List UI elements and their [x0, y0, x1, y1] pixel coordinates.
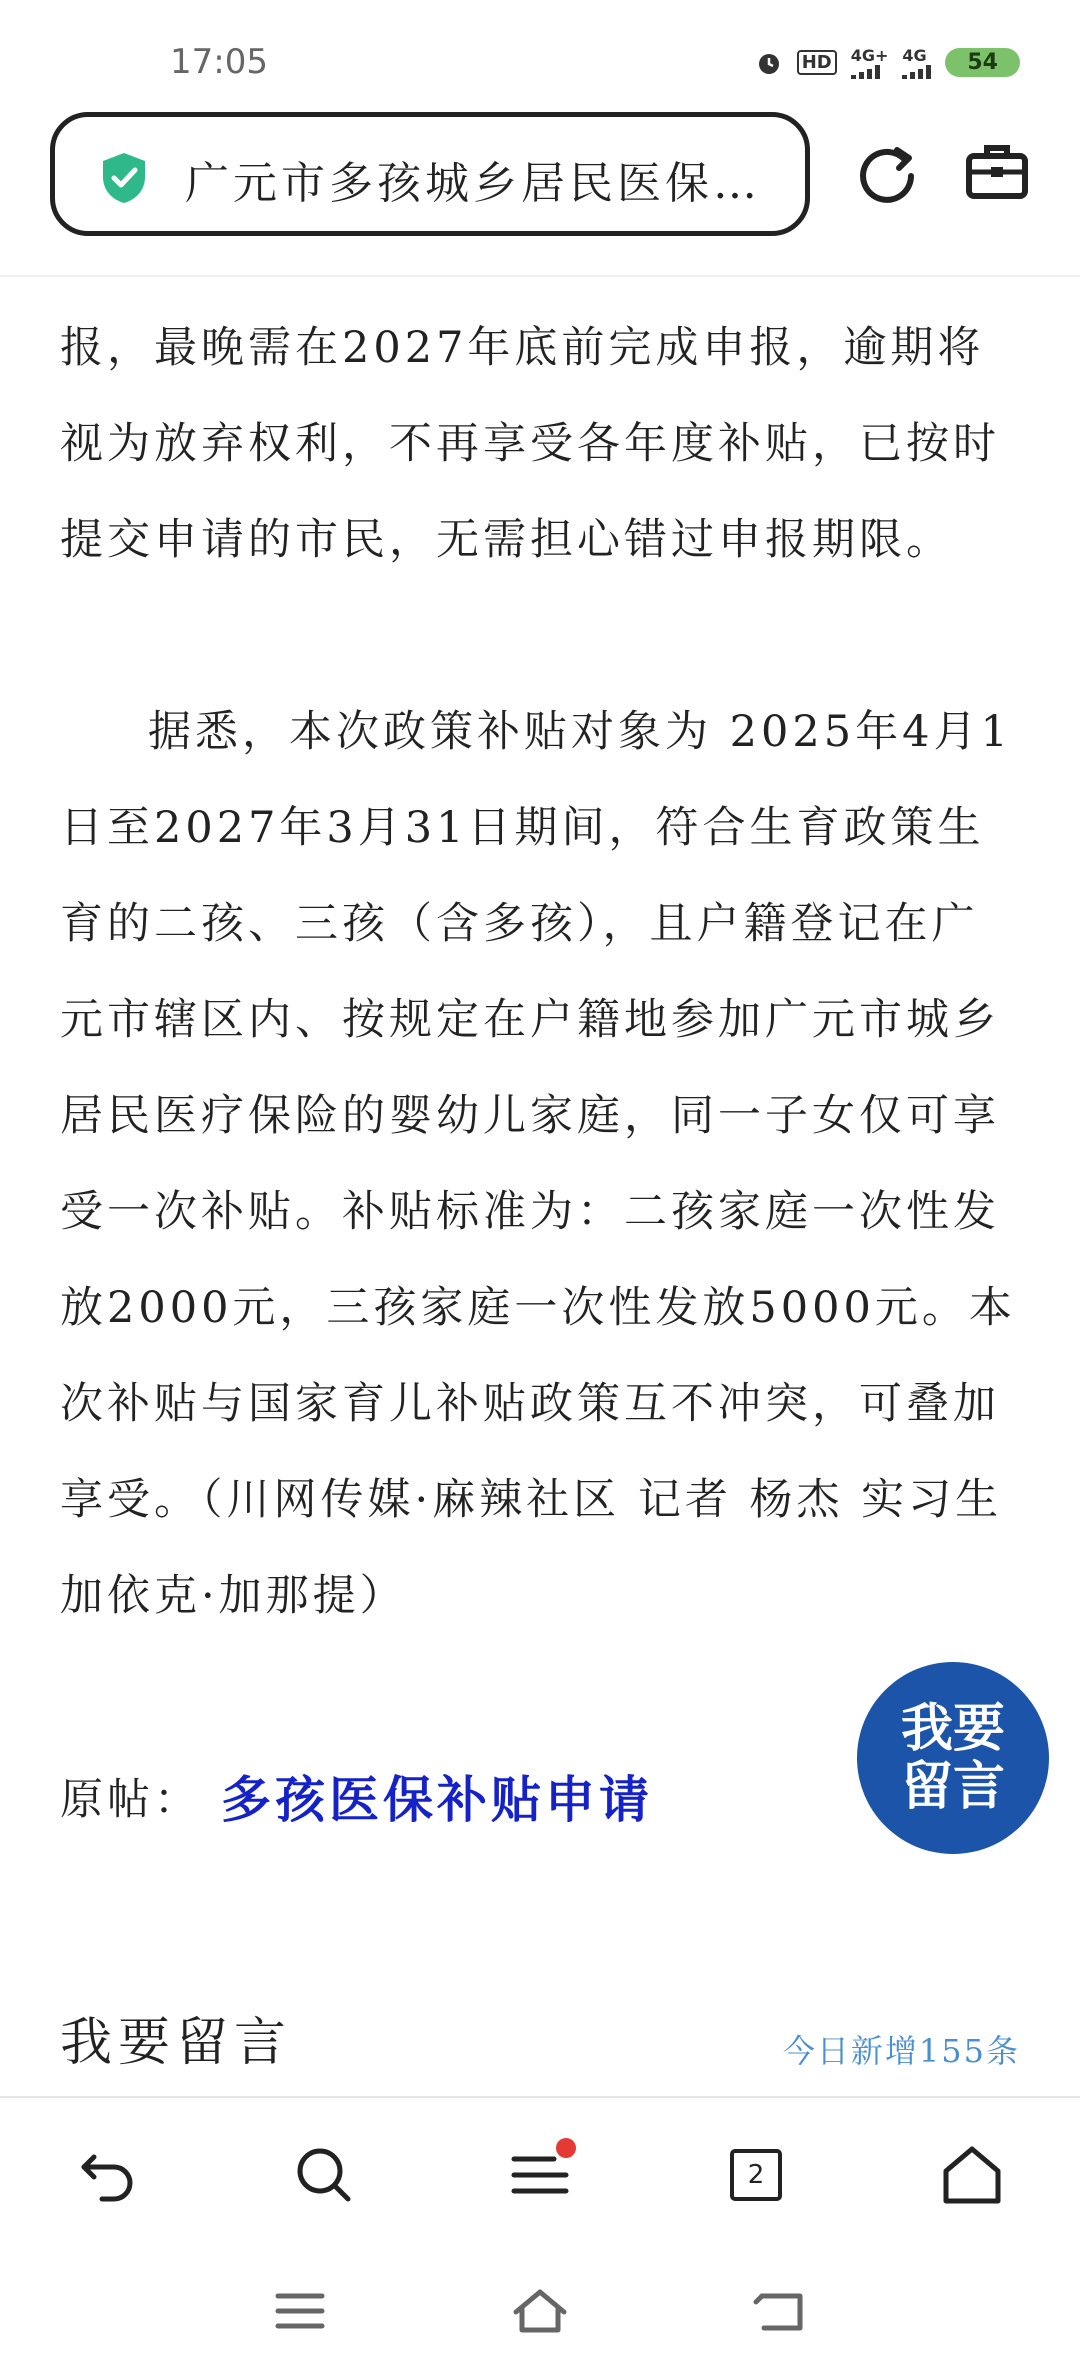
tabs-count: 2	[730, 2149, 782, 2201]
back-icon[interactable]	[76, 2143, 140, 2207]
original-post-row	[60, 1760, 653, 1832]
address-text: 广元市多孩城乡居民医保…	[185, 158, 761, 209]
alarm-icon	[755, 49, 783, 77]
browser-bottom-nav	[0, 2096, 1080, 2248]
search-icon[interactable]	[292, 2143, 356, 2207]
article-paragraph: 报，最晚需在2027年底前完成申报，逾期将视为放弃权利，不再享受各年度补贴，已按时提交申请的市民，无需担心错过申报期限。	[60, 323, 1000, 565]
article-body	[60, 300, 1020, 1644]
network-label-1: 4G+	[850, 46, 889, 65]
tabs-button[interactable]	[724, 2143, 788, 2207]
status-icons	[755, 46, 1020, 79]
comments-title: 我要留言	[60, 2013, 293, 2073]
toolbox-icon[interactable]	[963, 138, 1031, 206]
signal-icon-1	[851, 65, 880, 79]
signal-icon-2	[902, 65, 931, 79]
original-post-label: 原帖：	[60, 1774, 201, 1825]
system-back-icon[interactable]	[752, 2286, 808, 2336]
status-bar	[0, 0, 1080, 110]
original-post-link[interactable]: 多孩医保补贴申请	[221, 1770, 653, 1829]
notification-dot	[556, 2138, 576, 2158]
system-home-icon[interactable]	[512, 2286, 568, 2336]
status-time: 17:05	[170, 42, 268, 82]
browser-toolbar	[0, 110, 1080, 277]
fab-label-line1: 我要	[900, 1699, 1005, 1759]
network-label-2: 4G	[902, 46, 927, 65]
refresh-icon[interactable]	[853, 138, 921, 206]
fab-label-line2: 留言	[900, 1757, 1005, 1817]
system-nav-bar	[0, 2246, 1080, 2376]
recent-apps-icon[interactable]	[272, 2286, 328, 2336]
security-shield-icon	[99, 151, 149, 205]
today-new-count[interactable]: 今日新增155条	[782, 2032, 1020, 2070]
home-icon[interactable]	[940, 2143, 1004, 2207]
address-bar[interactable]	[50, 112, 810, 236]
hd-icon: HD	[797, 50, 837, 75]
battery-indicator: 54	[945, 48, 1020, 77]
article-paragraph: 据悉，本次政策补贴对象为 2025年4月1日至2027年3月31日期间，符合生育政策生育的二孩、三孩（含多孩），且户籍登记在广元市辖区内、按规定在户籍地参加广元市城乡居民医疗保险的婴幼儿家庭，同一子女仅可享受一次补贴。补贴标准为：二孩家庭一次性发放2000元，三孩家庭一次性发放5000元。本次补贴与国家育儿补贴政策互不冲突，可叠加享受。（川网传媒·麻辣社区 记者 杨杰 实习生 加依克·加那提）	[60, 707, 1016, 1621]
leave-comment-fab[interactable]	[857, 1662, 1049, 1854]
